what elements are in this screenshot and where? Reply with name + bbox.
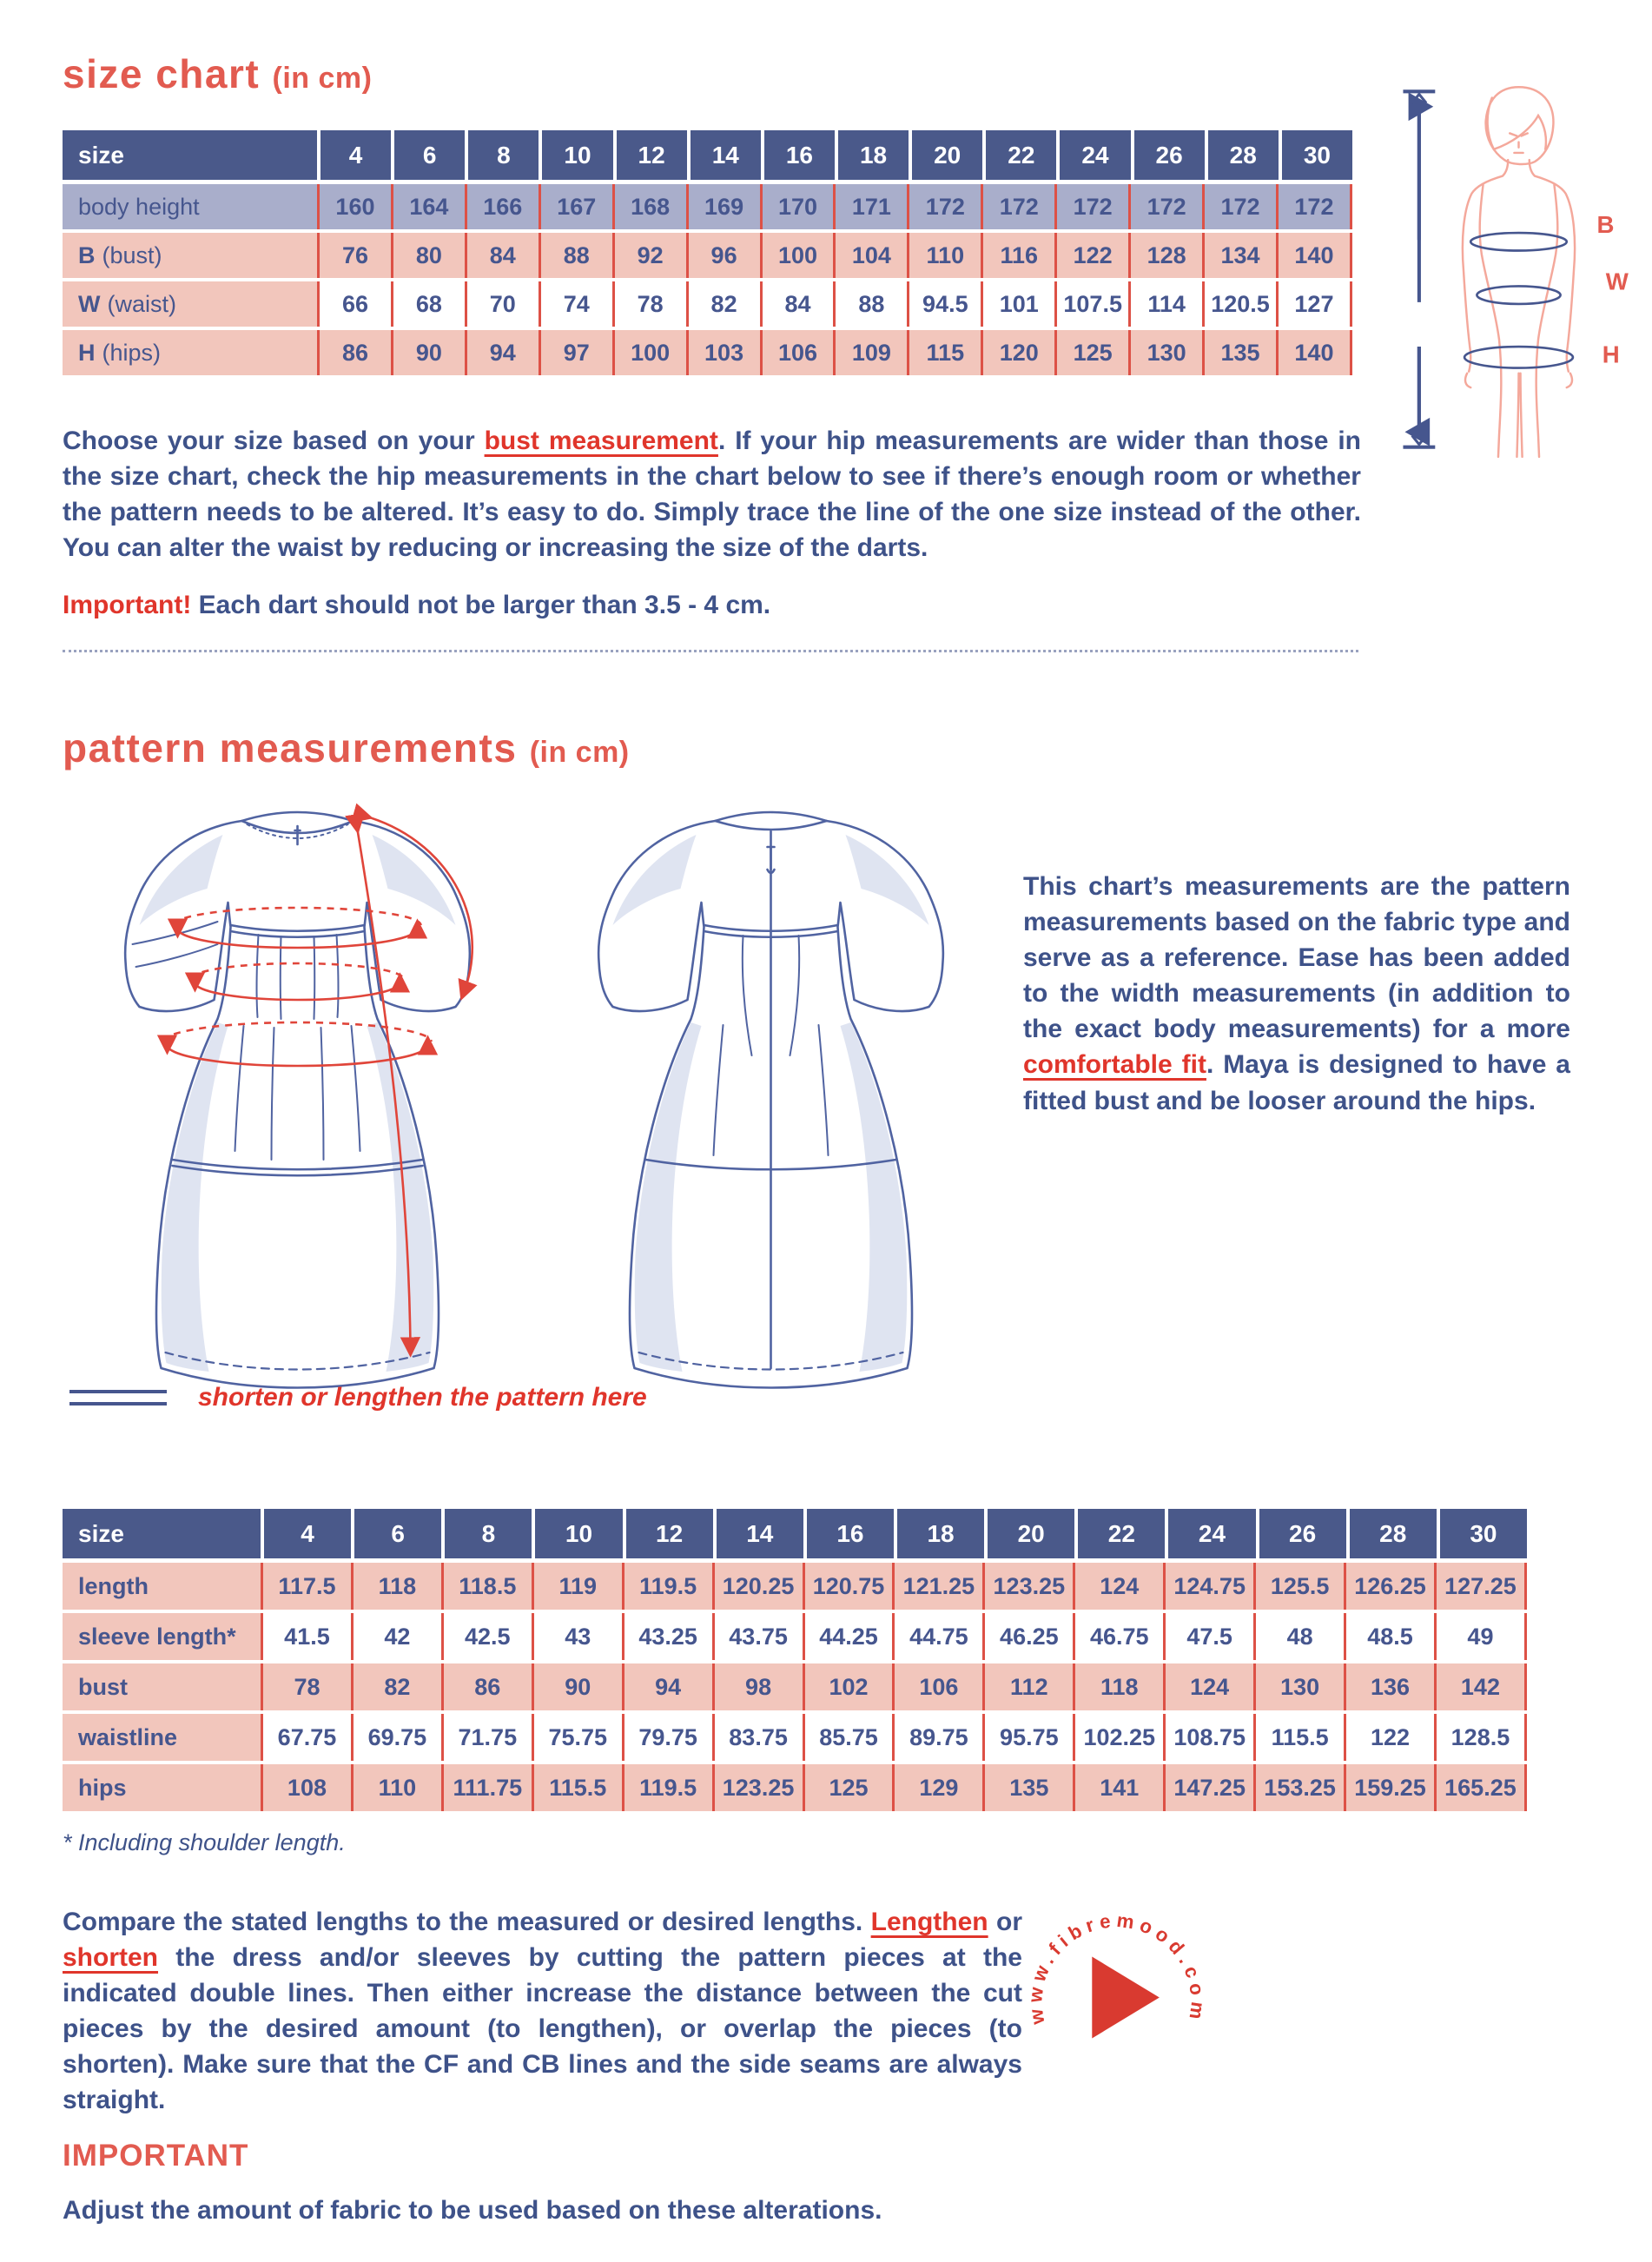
measurement-value: 120.25: [712, 1563, 803, 1610]
measurement-value: 107.5: [1054, 281, 1128, 327]
table-footnote: * Including shoulder length.: [63, 1829, 346, 1855]
measurement-value: 160: [317, 184, 391, 229]
table-row: [63, 1563, 1527, 1610]
size-column-header: 30: [1282, 130, 1352, 180]
size-column-header: 6: [394, 130, 465, 180]
measurement-value: 71.75: [441, 1714, 532, 1761]
measurement-value: 67.75: [261, 1714, 351, 1761]
table-header-row: [63, 1509, 1527, 1558]
measurement-value: 108: [261, 1764, 351, 1811]
measurement-value: 122: [1344, 1714, 1434, 1761]
measurement-value: 46.25: [982, 1613, 1073, 1660]
measurement-value: 125.5: [1253, 1563, 1344, 1610]
size-column-header: 28: [1350, 1509, 1437, 1558]
measurement-value: 123.25: [982, 1563, 1073, 1610]
measurement-value: 83.75: [712, 1714, 803, 1761]
measurement-value: 95.75: [982, 1714, 1073, 1761]
measurement-value: 78: [612, 281, 686, 327]
measurement-value: 159.25: [1344, 1764, 1434, 1811]
measurement-value: 165.25: [1434, 1764, 1527, 1811]
measurement-value: 118: [1073, 1663, 1163, 1710]
measurement-value: 130: [1253, 1663, 1344, 1710]
measurement-value: 47.5: [1163, 1613, 1253, 1660]
measurement-value: 147.25: [1163, 1764, 1253, 1811]
table-row: [63, 1764, 1527, 1811]
important-body: Adjust the amount of fabric to be used based on these alterations.: [63, 2196, 882, 2225]
measurement-value: 167: [539, 184, 612, 229]
measurement-value: 84: [760, 281, 834, 327]
pattern-measurements-description: [1023, 869, 1570, 1119]
measurement-value: 120.5: [1202, 281, 1276, 327]
measurement-value: 123.25: [712, 1764, 803, 1811]
size-column-header: 16: [807, 1509, 894, 1558]
measurement-value: 100: [612, 330, 686, 375]
dress-front-illustration: [61, 795, 534, 1403]
text-run: . If your hip measurements are wider than those in the size chart, check the hip measurements in the chart below to see if there’s enough room or whether the pattern needs to be altered. It’s easy to do. Simply trace the line of the one size instead of the other. You can alter the waist by reducing or increasing the size of the darts.: [63, 427, 1362, 563]
body-measurement-figure: [1385, 80, 1652, 459]
text-run: Choose your size based on your: [63, 427, 485, 455]
measurement-value: 94.5: [907, 281, 981, 327]
figure-bust-label: B: [1596, 211, 1615, 239]
size-column-header: 10: [535, 1509, 622, 1558]
size-column-header: 26: [1259, 1509, 1346, 1558]
size-column-header: 14: [691, 130, 761, 180]
measurement-value: 115: [907, 330, 981, 375]
size-column-header: 8: [445, 1509, 532, 1558]
measurement-value: 110: [351, 1764, 441, 1811]
measurement-value: 92: [612, 233, 686, 278]
row-label: body height: [63, 184, 317, 229]
measurement-value: 128.5: [1434, 1714, 1527, 1761]
size-column-header: 14: [717, 1509, 803, 1558]
measurement-value: 172: [1054, 184, 1128, 229]
measurement-value: 66: [317, 281, 391, 327]
measurement-value: 115.5: [532, 1764, 622, 1811]
measurement-value: 120.75: [803, 1563, 893, 1610]
measurement-value: 96: [686, 233, 760, 278]
text-run: the dress and/or sleeves by cutting the pattern pieces at the indicated double lines. Then either increase the distance between the cut pieces by the desired amount (to lengthen), or overlap the pieces (to shorten). Make sure that the CF and CB lines and the side seams are always straight.: [63, 1943, 1022, 2115]
size-column-header: 12: [626, 1509, 713, 1558]
size-column-header: 20: [912, 130, 982, 180]
woman-outline: [1463, 87, 1575, 457]
size-column-header: 16: [764, 130, 835, 180]
measurement-value: 84: [465, 233, 539, 278]
text-link[interactable]: comfortable fit: [1023, 1050, 1206, 1080]
logo-circular-text: www.fibremood.com: [1024, 1908, 1210, 2027]
size-column-header: 10: [542, 130, 612, 180]
measurement-value: 69.75: [351, 1714, 441, 1761]
size-column-header: 6: [354, 1509, 441, 1558]
size-column-header: 12: [617, 130, 687, 180]
text-link[interactable]: shorten: [63, 1943, 159, 1973]
measurement-value: 115.5: [1253, 1714, 1344, 1761]
size-column-header: 22: [986, 130, 1056, 180]
measurement-value: 136: [1344, 1663, 1434, 1710]
measurement-value: 97: [539, 330, 612, 375]
measurement-value: 89.75: [892, 1714, 982, 1761]
text-run: or: [988, 1908, 1023, 1936]
figure-hips-label: H: [1602, 341, 1620, 368]
measurement-value: 82: [351, 1663, 441, 1710]
measurement-value: 104: [833, 233, 907, 278]
measurement-value: 114: [1128, 281, 1202, 327]
row-label: hips: [63, 1764, 261, 1811]
table-row: [63, 233, 1352, 278]
measurement-value: 130: [1128, 330, 1202, 375]
measurement-value: 117.5: [261, 1563, 351, 1610]
size-chart-table: [63, 130, 1352, 379]
measurement-value: 124.75: [1163, 1563, 1253, 1610]
table-row: [63, 330, 1352, 375]
measurement-value: 126.25: [1344, 1563, 1434, 1610]
table-row: [63, 1714, 1527, 1761]
measurement-value: 112: [982, 1663, 1073, 1710]
measurement-value: 102: [803, 1663, 893, 1710]
measurement-value: 90: [532, 1663, 622, 1710]
size-column-header: 22: [1078, 1509, 1165, 1558]
text-run: This chart’s measurements are the pattern measurements based on the fabric type and serve as a reference. Ease has been added to the width measurements (in addition to the exact body measurements) for a more: [1023, 872, 1570, 1044]
measurement-value: 100: [760, 233, 834, 278]
measurement-value: 172: [1202, 184, 1276, 229]
measurement-value: 111.75: [441, 1764, 532, 1811]
measurement-value: 140: [1276, 233, 1352, 278]
text-run: Compare the stated lengths to the measured or desired lengths.: [63, 1908, 871, 1936]
size-column-header: 4: [320, 130, 391, 180]
measurement-value: 80: [391, 233, 465, 278]
measurement-value: 85.75: [803, 1714, 893, 1761]
table-header-row: [63, 130, 1352, 180]
size-column-header: 8: [468, 130, 539, 180]
size-column-header: 24: [1168, 1509, 1255, 1558]
measurement-value: 171: [833, 184, 907, 229]
measurement-value: 68: [391, 281, 465, 327]
dress-front-outline: [125, 812, 470, 1388]
measurement-value: 82: [686, 281, 760, 327]
measurement-value: 88: [539, 233, 612, 278]
figure-waist-label: W: [1605, 268, 1629, 295]
measurement-value: 119: [532, 1563, 622, 1610]
measurement-value: 109: [833, 330, 907, 375]
row-label: bust: [63, 1663, 261, 1710]
measurement-value: 48: [1253, 1613, 1344, 1660]
measurement-value: 120: [981, 330, 1054, 375]
measurement-value: 170: [760, 184, 834, 229]
measurement-value: 119.5: [622, 1764, 712, 1811]
measurement-value: 43: [532, 1613, 622, 1660]
row-label: W (waist): [63, 281, 317, 327]
size-column-header: 28: [1208, 130, 1279, 180]
measurement-value: 172: [1128, 184, 1202, 229]
text-link[interactable]: bust measurement: [484, 427, 718, 455]
measurement-value: 43.75: [712, 1613, 803, 1660]
measurement-value: 125: [803, 1764, 893, 1811]
logo-play-triangle: [1092, 1957, 1160, 2039]
double-line-symbol: [69, 1390, 167, 1414]
text-link[interactable]: Lengthen: [870, 1908, 988, 1936]
measurement-value: 168: [612, 184, 686, 229]
row-label: waistline: [63, 1714, 261, 1761]
pattern-measurements-unit: (in cm): [529, 736, 630, 769]
table-row: [63, 184, 1352, 229]
table-row: [63, 281, 1352, 327]
measurement-value: 125: [1054, 330, 1128, 375]
measurement-value: 79.75: [622, 1714, 712, 1761]
measurement-value: 124: [1073, 1563, 1163, 1610]
table-header-size-label: size: [63, 130, 317, 180]
measurement-value: 76: [317, 233, 391, 278]
measurement-value: 86: [317, 330, 391, 375]
measurement-value: 98: [712, 1663, 803, 1710]
measurement-value: 44.25: [803, 1613, 893, 1660]
measurement-value: 153.25: [1253, 1764, 1344, 1811]
measurement-value: 119.5: [622, 1563, 712, 1610]
measurement-value: 140: [1276, 330, 1352, 375]
measurement-value: 48.5: [1344, 1613, 1434, 1660]
measurement-value: 41.5: [261, 1613, 351, 1660]
measurement-value: 164: [391, 184, 465, 229]
alterations-paragraph: [63, 1904, 1022, 2119]
measurement-value: 172: [981, 184, 1054, 229]
measurement-value: 172: [907, 184, 981, 229]
measurement-value: 42: [351, 1613, 441, 1660]
measurement-value: 129: [892, 1764, 982, 1811]
table-row: [63, 1663, 1527, 1710]
size-column-header: 26: [1134, 130, 1205, 180]
row-label: H (hips): [63, 330, 317, 375]
measurement-value: 44.75: [892, 1613, 982, 1660]
size-column-header: 24: [1060, 130, 1130, 180]
measurement-value: 169: [686, 184, 760, 229]
table-row: [63, 1613, 1527, 1660]
measurement-value: 124: [1163, 1663, 1253, 1710]
measurement-value: 118: [351, 1563, 441, 1610]
measurement-value: 128: [1128, 233, 1202, 278]
measurement-value: 94: [465, 330, 539, 375]
measurement-value: 118.5: [441, 1563, 532, 1610]
size-column-header: 4: [264, 1509, 351, 1558]
row-label: B (bust): [63, 233, 317, 278]
height-arrow: [1403, 91, 1435, 446]
measurement-value: 43.25: [622, 1613, 712, 1660]
measurement-value: 101: [981, 281, 1054, 327]
dress-back-illustration: [534, 795, 1008, 1403]
measurement-value: 166: [465, 184, 539, 229]
size-chart-title: [63, 51, 373, 96]
measurement-value: 70: [465, 281, 539, 327]
measurement-value: 108.75: [1163, 1714, 1253, 1761]
size-chart-unit: (in cm): [272, 62, 373, 95]
text-run: Each dart should not be larger than 3.5 - 4 cm.: [191, 591, 771, 619]
measurement-value: 103: [686, 330, 760, 375]
size-column-header: 20: [988, 1509, 1074, 1558]
measurement-value: 122: [1054, 233, 1128, 278]
measurement-value: 74: [539, 281, 612, 327]
important-heading: IMPORTANT: [63, 2139, 249, 2173]
important-note: [63, 587, 1361, 623]
measurement-value: 42.5: [441, 1613, 532, 1660]
measurement-value: 127.25: [1434, 1563, 1527, 1610]
measurement-value: 94: [622, 1663, 712, 1710]
shorten-lengthen-legend: shorten or lengthen the pattern here: [198, 1383, 647, 1412]
dotted-divider: [63, 650, 1358, 652]
size-column-header: 30: [1440, 1509, 1527, 1558]
highlighted-text: Important!: [63, 591, 192, 619]
measurement-value: 134: [1202, 233, 1276, 278]
measurement-value: 121.25: [892, 1563, 982, 1610]
measurement-value: 75.75: [532, 1714, 622, 1761]
table-header-size-label: size: [63, 1509, 261, 1558]
size-chart-intro: [63, 423, 1361, 566]
pattern-measurements-table: [63, 1509, 1527, 1815]
measurement-value: 106: [892, 1663, 982, 1710]
measurement-value: 46.75: [1073, 1613, 1163, 1660]
row-label: length: [63, 1563, 261, 1610]
measurement-value: 78: [261, 1663, 351, 1710]
measurement-value: 116: [981, 233, 1054, 278]
measurement-value: 88: [833, 281, 907, 327]
measurement-value: 90: [391, 330, 465, 375]
measurement-value: 86: [441, 1663, 532, 1710]
size-column-header: 18: [838, 130, 909, 180]
measurement-value: 172: [1276, 184, 1352, 229]
measurement-value: 106: [760, 330, 834, 375]
measurement-value: 127: [1276, 281, 1352, 327]
pattern-measurements-title-text: pattern measurements: [63, 725, 518, 771]
measurement-value: 135: [1202, 330, 1276, 375]
fibremood-logo: [1014, 1895, 1219, 2100]
measurement-value: 142: [1434, 1663, 1527, 1710]
text-run: . Maya is designed to have a fitted bust and be looser around the hips.: [1023, 1050, 1570, 1115]
measurement-value: 135: [982, 1764, 1073, 1811]
measurement-value: 110: [907, 233, 981, 278]
size-chart-title-text: size chart: [63, 51, 261, 96]
measurement-value: 49: [1434, 1613, 1527, 1660]
row-label: sleeve length*: [63, 1613, 261, 1660]
pattern-measurements-title: [63, 725, 630, 771]
size-column-header: 18: [897, 1509, 984, 1558]
measurement-value: 102.25: [1073, 1714, 1163, 1761]
measurement-value: 141: [1073, 1764, 1163, 1811]
